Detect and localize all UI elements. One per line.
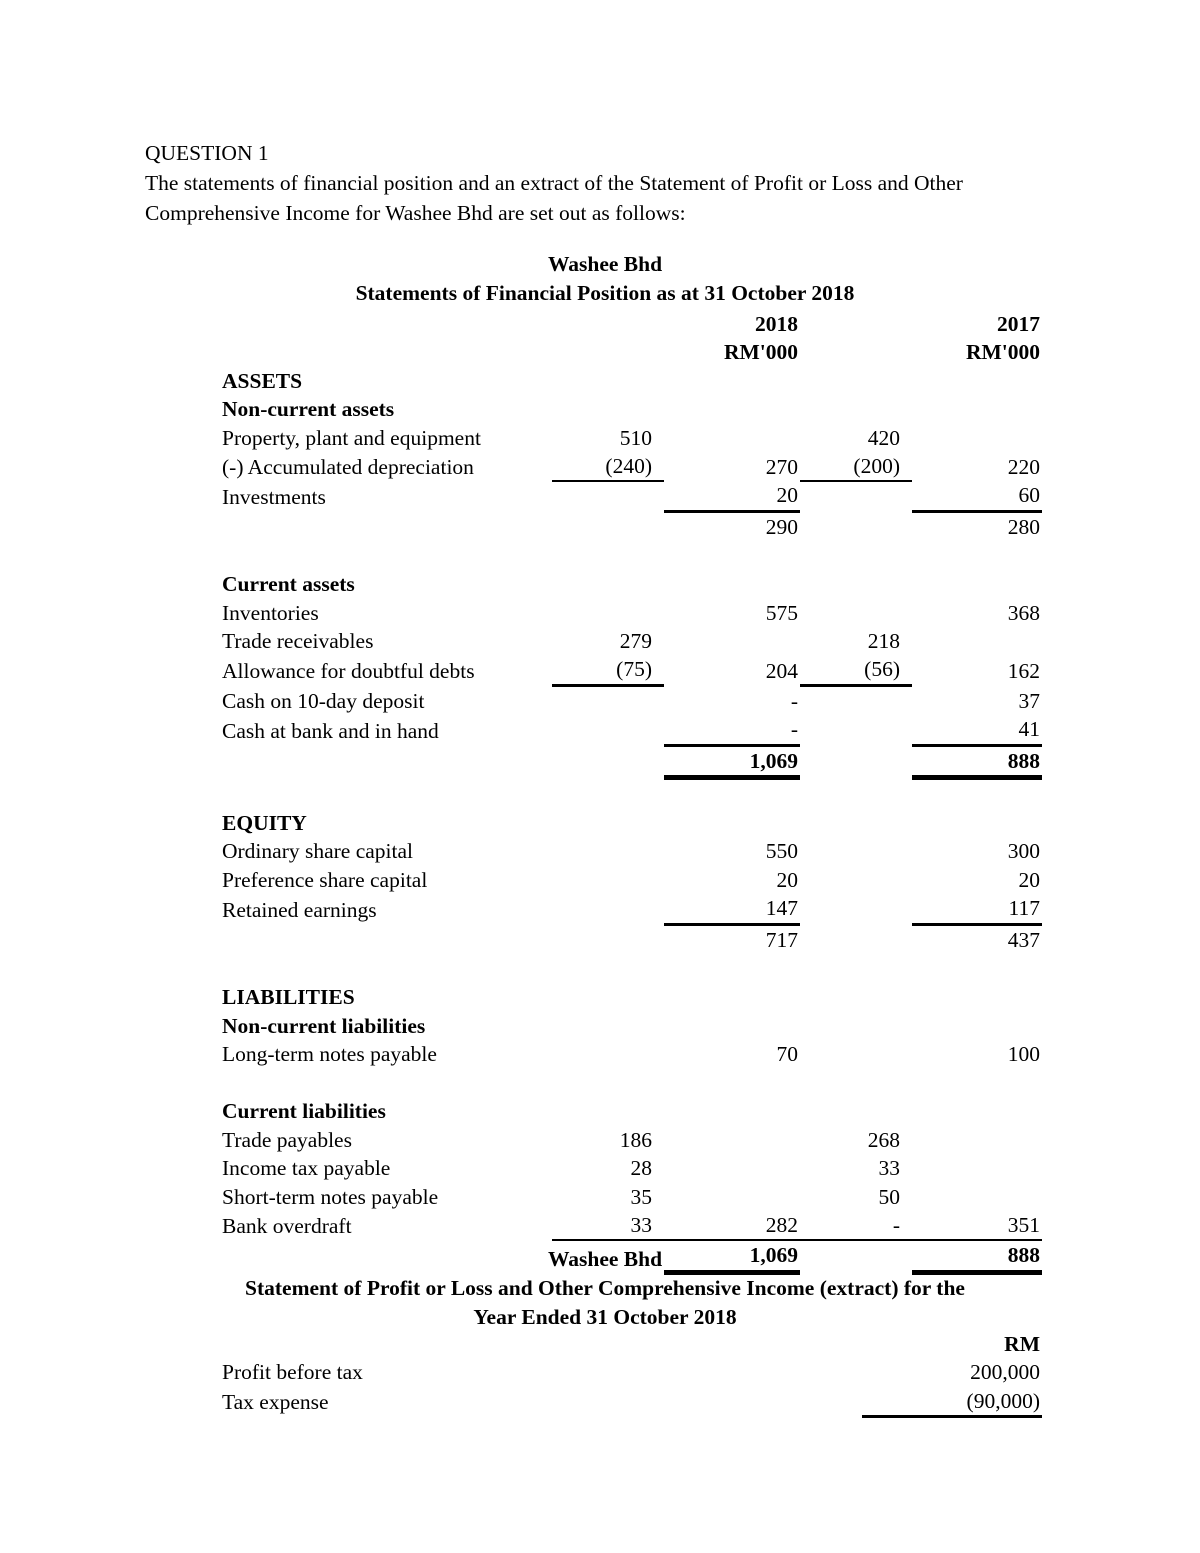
- section-heading-assets: [222, 367, 1042, 395]
- row-value-cash-bank-2017: [800, 715, 912, 745]
- section-heading-equity: [222, 809, 1042, 837]
- header-year-2018: 2018: [755, 312, 798, 336]
- row-value-accdep-2018-sub: 270: [765, 455, 798, 480]
- table-row: [222, 1358, 1042, 1386]
- row-value-ord-share-2017: [800, 837, 912, 865]
- row-value-investments-2018: [552, 481, 664, 511]
- table-row: [222, 655, 1042, 685]
- pl-header-row: [222, 1330, 1042, 1358]
- non-current-assets-heading: Non-current assets: [222, 397, 395, 422]
- row-value-total-assets-2018: 1,069: [664, 745, 800, 777]
- table-row: [222, 1183, 1042, 1211]
- table-row: [222, 1387, 1042, 1417]
- table-row: [222, 627, 1042, 655]
- row-value-tax-expense: (90,000): [862, 1387, 1042, 1417]
- pl-heading: [145, 1245, 1065, 1332]
- table-row: [222, 1211, 1042, 1240]
- row-value-investments-2017-sub: 60: [912, 481, 1042, 511]
- pl-company-name: Washee Bhd: [547, 1247, 663, 1271]
- section-heading-current-liabilities: [222, 1097, 1042, 1125]
- row-value-accdep-2017-sub: 220: [1007, 455, 1040, 480]
- row-value-income-tax-2017: 33: [878, 1156, 900, 1181]
- row-value-retained-2018-sub: 147: [664, 894, 800, 924]
- table-row: [222, 685, 1042, 715]
- row-value-pref-share-2017: [800, 866, 912, 894]
- row-value-allowance-2018-sub: 204: [765, 658, 798, 683]
- row-label-bank-overdraft: Bank overdraft: [222, 1213, 352, 1238]
- non-current-liabilities-heading: Non-current liabilities: [222, 1013, 426, 1038]
- row-value-trade-pay-2018-sub: [664, 1126, 800, 1154]
- row-value-investments-2017: [800, 481, 912, 511]
- row-value-retained-2018: [552, 894, 664, 924]
- table-row-subtotal: [222, 924, 1042, 954]
- row-value-investments-2018-sub: 20: [664, 481, 800, 511]
- row-value-cash-deposit-2018: [552, 685, 664, 715]
- row-value-pref-share-2018: [552, 866, 664, 894]
- row-value-st-notes-2018: 35: [630, 1184, 652, 1209]
- row-value-st-notes-2017: 50: [878, 1184, 900, 1209]
- row-value-ord-share-2018-sub: 550: [765, 839, 798, 864]
- row-value-retained-2017-sub: 117: [912, 894, 1042, 924]
- sfp-title: Statements of Financial Position as at 31 October 2018: [355, 281, 855, 305]
- row-value-total-equity-liabilities-2018: 1,069: [664, 1240, 800, 1272]
- pl-currency-header: RM: [1004, 1332, 1040, 1356]
- row-value-trade-recv-2017: 218: [867, 629, 900, 654]
- table-row: [222, 837, 1042, 865]
- sfp-heading: [145, 250, 1065, 308]
- row-value-total-equity-2018: 717: [765, 927, 798, 952]
- row-value-st-notes-2018-sub: [664, 1183, 800, 1211]
- profit-or-loss-extract-table: [222, 1330, 1042, 1418]
- equity-heading: EQUITY: [222, 811, 307, 836]
- table-header-row-years: [222, 310, 1042, 338]
- row-value-total-equity-liabilities-2017: 888: [912, 1240, 1042, 1272]
- row-value-cash-bank-2018: [552, 715, 664, 745]
- row-value-ord-share-2017-sub: 300: [1007, 839, 1040, 864]
- row-value-cash-deposit-2017-sub: 37: [1018, 688, 1040, 713]
- section-heading-non-current-liabilities: [222, 1012, 1042, 1040]
- header-unit-2018: RM'000: [723, 340, 798, 365]
- current-assets-heading: Current assets: [222, 572, 355, 597]
- table-row: [222, 1154, 1042, 1182]
- row-value-trade-pay-2017-sub: [912, 1126, 1042, 1154]
- row-value-retained-2017: [800, 894, 912, 924]
- section-heading-current-assets: [222, 570, 1042, 598]
- row-label-profit-before-tax: Profit before tax: [222, 1360, 363, 1385]
- row-label-investments: Investments: [222, 484, 326, 509]
- row-value-lt-notes-2017-sub: 100: [1007, 1041, 1040, 1066]
- row-value-income-tax-2018: 28: [630, 1156, 652, 1181]
- row-label-ordinary-share-capital: Ordinary share capital: [222, 839, 414, 864]
- spacer-row: [222, 541, 1042, 570]
- row-value-profit-before-tax: 200,000: [970, 1360, 1040, 1385]
- row-label-ppe: Property, plant and equipment: [222, 425, 481, 450]
- current-liabilities-heading: Current liabilities: [222, 1099, 386, 1124]
- row-value-ppe-2018: 510: [619, 425, 652, 450]
- table-row: [222, 452, 1042, 481]
- row-label-short-term-notes-payable: Short-term notes payable: [222, 1184, 439, 1209]
- row-value-ppe-2017: 420: [867, 425, 900, 450]
- row-value-pref-share-2018-sub: 20: [776, 867, 798, 892]
- table-row-grand-total: [222, 745, 1042, 777]
- row-value-allowance-2017: (56): [800, 655, 912, 685]
- row-label-cash-bank: Cash at bank and in hand: [222, 718, 439, 743]
- row-value-lt-notes-2018-sub: 70: [776, 1041, 798, 1066]
- row-value-st-notes-2017-sub: [912, 1183, 1042, 1211]
- row-value-ppe-2017-sub: [912, 424, 1042, 452]
- section-heading-liabilities: [222, 983, 1042, 1011]
- row-value-allowance-2018: (75): [552, 655, 664, 685]
- spacer-row: [222, 778, 1042, 810]
- section-heading-non-current-assets: [222, 395, 1042, 423]
- row-value-lt-notes-2017: [800, 1040, 912, 1068]
- liabilities-heading: LIABILITIES: [222, 985, 355, 1010]
- sfp-company-name: Washee Bhd: [547, 252, 663, 276]
- row-value-trade-recv-2018-sub: [664, 627, 800, 655]
- intro-line-1: The statements of financial position and an extract of the Statement of Profit or Loss and Other: [145, 171, 963, 195]
- intro-line-2: Comprehensive Income for Washee Bhd are set out as follows:: [145, 201, 686, 225]
- spacer-row: [222, 954, 1042, 983]
- row-value-income-tax-2018-sub: [664, 1154, 800, 1182]
- row-value-cash-bank-2018-sub: -: [664, 715, 800, 745]
- table-row: [222, 866, 1042, 894]
- row-value-nca-total-2017: 280: [1007, 514, 1040, 539]
- row-value-overdraft-2017: -: [800, 1211, 912, 1240]
- row-value-total-equity-2017: 437: [1007, 927, 1040, 952]
- row-value-ppe-2018-sub: [664, 424, 800, 452]
- row-label-tax-expense: Tax expense: [222, 1390, 329, 1415]
- table-row: [222, 599, 1042, 627]
- row-value-trade-recv-2017-sub: [912, 627, 1042, 655]
- table-header-row-units: [222, 338, 1042, 366]
- row-value-ord-share-2018: [552, 837, 664, 865]
- pl-title-line-2: Year Ended 31 October 2018: [473, 1305, 737, 1329]
- question-title: QUESTION 1: [145, 141, 269, 165]
- intro-block: [145, 138, 1065, 228]
- row-value-trade-pay-2018: 186: [619, 1127, 652, 1152]
- spacer-row: [222, 1068, 1042, 1097]
- row-value-accdep-2017: (200): [800, 452, 912, 481]
- row-value-overdraft-2017-sub: 351: [912, 1211, 1042, 1240]
- statement-of-financial-position-table: [222, 310, 1042, 1275]
- row-value-inventories-2018: [552, 599, 664, 627]
- row-label-retained-earnings: Retained earnings: [222, 897, 377, 922]
- row-value-pref-share-2017-sub: 20: [1018, 867, 1040, 892]
- row-value-total-assets-2017: 888: [912, 745, 1042, 777]
- row-value-income-tax-2017-sub: [912, 1154, 1042, 1182]
- row-value-accdep-2018: (240): [552, 452, 664, 481]
- row-value-cash-deposit-2017: [800, 685, 912, 715]
- header-unit-2017: RM'000: [965, 340, 1040, 365]
- row-label-accumulated-depreciation: (-) Accumulated depreciation: [222, 455, 474, 480]
- row-label-trade-receivables: Trade receivables: [222, 629, 374, 654]
- assets-heading: ASSETS: [222, 368, 303, 393]
- row-label-trade-payables: Trade payables: [222, 1127, 352, 1152]
- table-row-subtotal: [222, 511, 1042, 541]
- row-value-nca-total-2018: 290: [765, 514, 798, 539]
- row-value-inventories-2017: [800, 599, 912, 627]
- table-row: [222, 1040, 1042, 1068]
- row-value-lt-notes-2018: [552, 1040, 664, 1068]
- table-row: [222, 481, 1042, 511]
- row-label-income-tax-payable: Income tax payable: [222, 1156, 391, 1181]
- row-value-allowance-2017-sub: 162: [1007, 658, 1040, 683]
- row-label-nca-total: [222, 511, 552, 541]
- row-value-cash-deposit-2018-sub: -: [790, 688, 798, 713]
- row-value-overdraft-2018: 33: [552, 1211, 664, 1240]
- table-row: [222, 424, 1042, 452]
- row-value-inventories-2018-sub: 575: [765, 600, 798, 625]
- table-row: [222, 715, 1042, 745]
- row-label-allowance-doubtful-debts: Allowance for doubtful debts: [222, 658, 475, 683]
- pl-title-line-1: Statement of Profit or Loss and Other Comprehensive Income (extract) for the: [245, 1276, 965, 1300]
- row-value-overdraft-2018-sub: 282: [664, 1211, 800, 1240]
- row-label-long-term-notes-payable: Long-term notes payable: [222, 1041, 437, 1066]
- row-value-cash-bank-2017-sub: 41: [912, 715, 1042, 745]
- header-year-2017: 2017: [997, 312, 1040, 336]
- row-label-cash-deposit: Cash on 10-day deposit: [222, 688, 425, 713]
- row-value-inventories-2017-sub: 368: [1007, 600, 1040, 625]
- table-row: [222, 894, 1042, 924]
- row-value-trade-pay-2017: 268: [867, 1127, 900, 1152]
- table-row: [222, 1126, 1042, 1154]
- row-value-trade-recv-2018: 279: [619, 629, 652, 654]
- row-label-inventories: Inventories: [222, 600, 319, 625]
- row-label-preference-share-capital: Preference share capital: [222, 867, 428, 892]
